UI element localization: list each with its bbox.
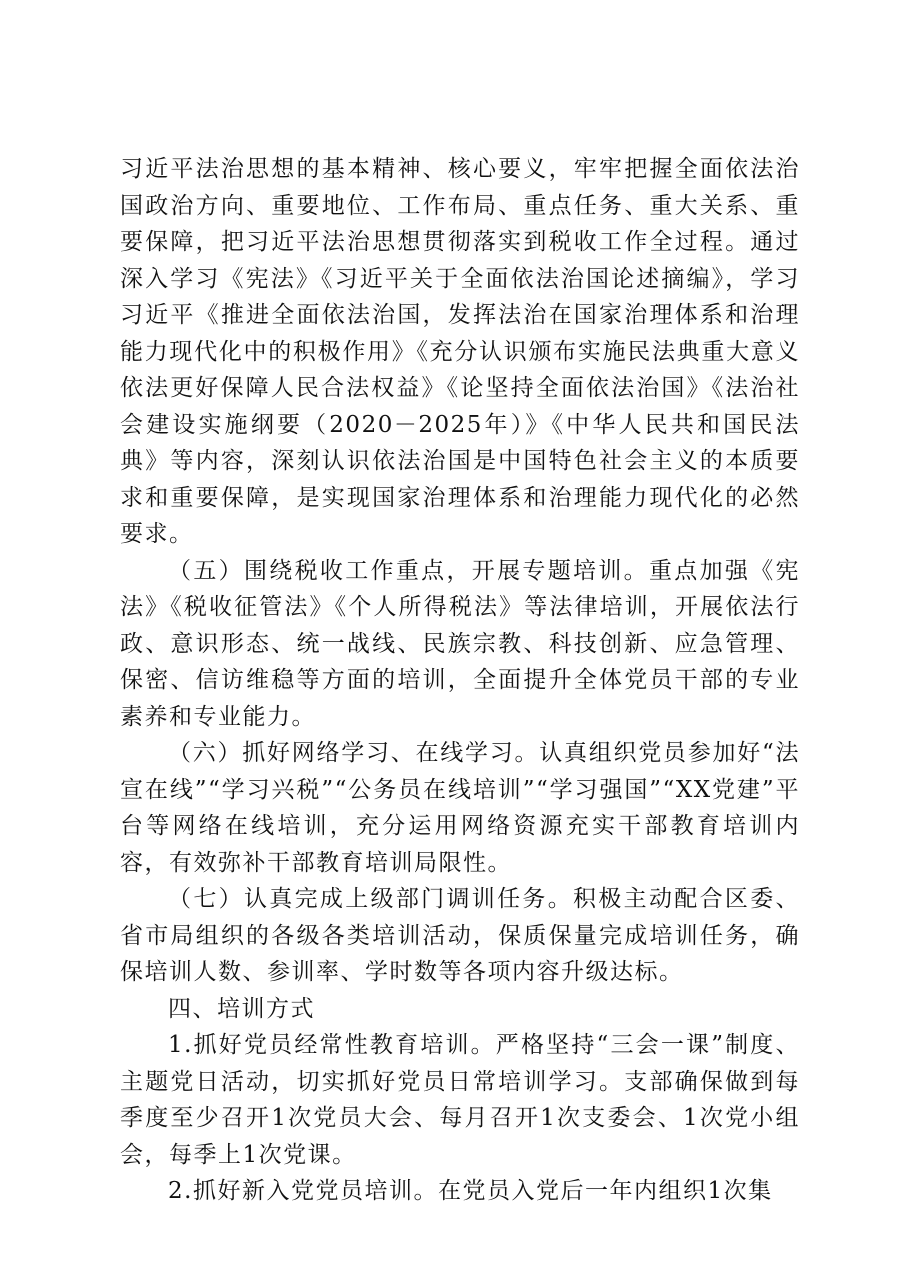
paragraph-method-1-regular-education: 1.抓好党员经常性教育培训。严格坚持“三会一课”制度、主题党日活动，切实抓好党员日常培训学习。支部确保做到每季度至少召开1次党员大会、每月召开1次支委会、1次党小组会，每季上1次党课。 — [120, 1032, 800, 1168]
paragraph-method-2-new-member-training: 2.抓好新入党党员培训。在党员入党后一年内组织1次集 — [168, 1178, 773, 1204]
section-heading-training-methods: 四、培训方式 — [168, 995, 315, 1022]
document-body — [120, 151, 800, 1210]
paragraph-law-study: 习近平法治思想的基本精神、核心要义，牢牢把握全面依法治国政治方向、重要地位、工作布局、重点任务、重大关系、重要保障，把习近平法治思想贯彻落实到税收工作全过程。通过深入学习《宪法》《习近平关于全面依法治国论述摘编》，学习习近平《推进全面依法治国，发挥法治在国家治理体系和治理能力现代化中的积极作用》《充分认识颁布实施民法典重大意义依法更好保障人民合法权益》《论坚持全面依法治国》《法治社会建设实施纲要（2020－2025年）》《中华人民共和国民法典》等内容，深刻认识依法治国是中国特色社会主义的本质要求和重要保障，是实现国家治理体系和治理能力现代化的必然要求。 — [120, 156, 800, 547]
paragraph-item-7-superior-training: （七）认真完成上级部门调训任务。积极主动配合区委、省市局组织的各级各类培训活动，保质保量完成培训任务，确保培训人数、参训率、学时数等各项内容升级达标。 — [120, 886, 800, 985]
paragraph-item-6-online-learning: （六）抓好网络学习、在线学习。认真组织党员参加好“法宣在线”“学习兴税”“公务员在线培训”“学习强国”“XX党建”平台等网络在线培训，充分运用网络资源充实干部教育培训内容，有效弥补干部教育培训局限性。 — [120, 740, 800, 876]
paragraph-item-5-tax-training: （五）围绕税收工作重点，开展专题培训。重点加强《宪法》《税收征管法》《个人所得税法》等法律培训，开展依法行政、意识形态、统一战线、民族宗教、科技创新、应急管理、保密、信访维稳等方面的培训，全面提升全体党员干部的专业素养和专业能力。 — [120, 557, 800, 730]
